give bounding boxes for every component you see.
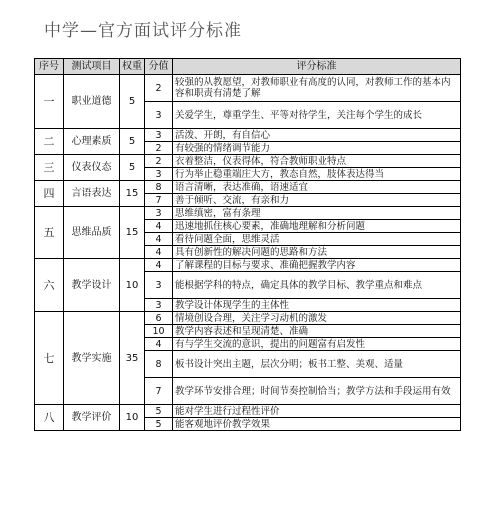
item-cell: 仪表仪态 — [64, 155, 120, 181]
header-item: 测试项目 — [64, 59, 120, 75]
score-cell: 4 — [145, 220, 173, 233]
score-cell: 2 — [145, 142, 173, 155]
seq-cell: 二 — [35, 129, 64, 155]
header-row — [35, 59, 461, 75]
criteria-cell: 衣着整洁，仪表得体，符合教师职业特点 — [173, 155, 461, 168]
criteria-cell: 思维缜密，富有条理 — [173, 207, 461, 220]
scoring-table — [34, 58, 461, 431]
header-criteria: 评分标准 — [173, 59, 461, 75]
seq-cell: 六 — [35, 259, 64, 312]
criteria-cell: 关爱学生，尊重学生、平等对待学生，关注每个学生的成长 — [173, 102, 461, 129]
score-cell: 4 — [145, 246, 173, 259]
score-cell: 4 — [145, 259, 173, 272]
item-cell: 教学评价 — [64, 405, 120, 431]
criteria-cell: 能根据学科的特点，确定具体的教学目标、教学重点和难点 — [173, 272, 461, 299]
table-row — [35, 129, 461, 142]
criteria-cell: 有较强的情绪调节能力 — [173, 142, 461, 155]
criteria-cell: 教学内容表述和呈现清楚、准确 — [173, 325, 461, 338]
score-cell: 7 — [145, 194, 173, 207]
score-cell: 8 — [145, 351, 173, 378]
criteria-cell: 能客观地评价教学效果 — [173, 418, 461, 431]
seq-cell: 四 — [35, 181, 64, 207]
weight-cell: 15 — [120, 181, 145, 207]
weight-cell: 10 — [120, 259, 145, 312]
score-cell: 3 — [145, 299, 173, 312]
item-cell: 言语表达 — [64, 181, 120, 207]
table-row — [35, 181, 461, 194]
item-cell: 思维品质 — [64, 207, 120, 259]
criteria-cell: 活泼、开朗，有自信心 — [173, 129, 461, 142]
seq-cell: 三 — [35, 155, 64, 181]
score-cell: 7 — [145, 378, 173, 405]
criteria-cell: 语言清晰，表达准确，语速适宜 — [173, 181, 461, 194]
criteria-cell: 看待问题全面，思维灵活 — [173, 233, 461, 246]
weight-cell: 10 — [120, 405, 145, 431]
header-score: 分值 — [145, 59, 173, 75]
criteria-cell: 善于倾听、交流，有亲和力 — [173, 194, 461, 207]
item-cell: 教学设计 — [64, 259, 120, 312]
criteria-cell: 教学环节安排合理；时间节奏控制恰当；教学方法和手段运用有效 — [173, 378, 461, 405]
score-cell: 8 — [145, 181, 173, 194]
table-row — [35, 155, 461, 168]
score-cell: 6 — [145, 312, 173, 325]
weight-cell: 5 — [120, 75, 145, 129]
criteria-cell: 较强的从教愿望，对教师职业有高度的认同，对教师工作的基本内容和职责有清楚了解 — [173, 75, 461, 102]
table-row — [35, 75, 461, 102]
weight-cell: 5 — [120, 155, 145, 181]
criteria-cell: 有与学生交流的意识，提出的问题富有启发性 — [173, 338, 461, 351]
weight-cell: 15 — [120, 207, 145, 259]
score-cell: 2 — [145, 75, 173, 102]
score-cell: 2 — [145, 155, 173, 168]
item-cell: 心理素质 — [64, 129, 120, 155]
criteria-cell: 教学设计体现学生的主体性 — [173, 299, 461, 312]
seq-cell: 五 — [35, 207, 64, 259]
score-cell: 3 — [145, 102, 173, 129]
table-row — [35, 312, 461, 325]
criteria-cell: 迅速地抓住核心要素，准确地理解和分析问题 — [173, 220, 461, 233]
score-cell: 4 — [145, 233, 173, 246]
table-row — [35, 259, 461, 272]
table-row — [35, 405, 461, 418]
score-cell: 3 — [145, 272, 173, 299]
criteria-cell: 能对学生进行过程性评价 — [173, 405, 461, 418]
score-cell: 5 — [145, 405, 173, 418]
criteria-cell: 板书设计突出主题，层次分明；板书工整、美观、适量 — [173, 351, 461, 378]
weight-cell: 35 — [120, 312, 145, 405]
score-cell: 3 — [145, 129, 173, 142]
item-cell: 教学实施 — [64, 312, 120, 405]
score-cell: 4 — [145, 338, 173, 351]
table-row — [35, 207, 461, 220]
weight-cell: 5 — [120, 129, 145, 155]
score-cell: 3 — [145, 168, 173, 181]
score-cell: 3 — [145, 207, 173, 220]
score-cell: 10 — [145, 325, 173, 338]
criteria-cell: 行为举止稳重端庄大方，教态自然，肢体表达得当 — [173, 168, 461, 181]
seq-cell: 七 — [35, 312, 64, 405]
page-title: 中学—官方面试评分标准 — [44, 21, 242, 41]
seq-cell: 一 — [35, 75, 64, 129]
table-body — [35, 75, 461, 431]
header-seq: 序号 — [35, 59, 64, 75]
header-weight: 权重 — [120, 59, 145, 75]
criteria-cell: 具有创新性的解决问题的思路和方法 — [173, 246, 461, 259]
score-cell: 5 — [145, 418, 173, 431]
criteria-cell: 情境创设合理，关注学习动机的激发 — [173, 312, 461, 325]
seq-cell: 八 — [35, 405, 64, 431]
item-cell: 职业道德 — [64, 75, 120, 129]
criteria-cell: 了解课程的目标与要求、准确把握教学内容 — [173, 259, 461, 272]
